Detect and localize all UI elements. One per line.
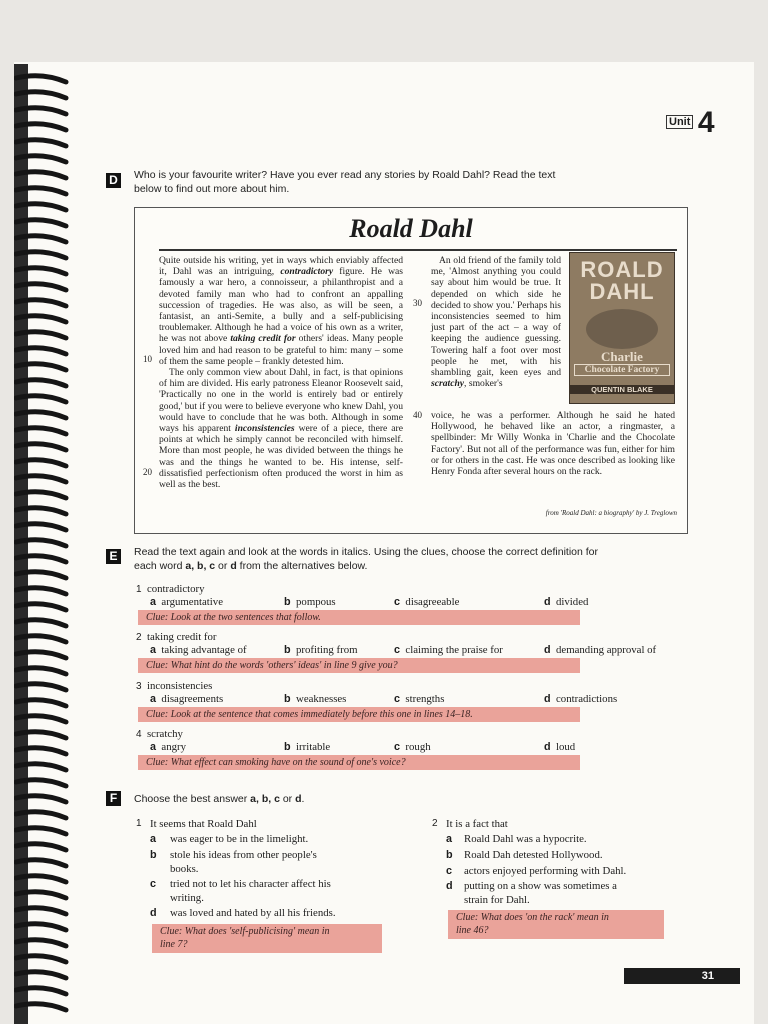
f-q1-stem: It seems that Roald Dahl (150, 818, 257, 830)
option-text: actors enjoyed performing with Dahl. (464, 865, 627, 877)
option-text: was eager to be in the limelight. (170, 833, 309, 845)
option-text: Roald Dah detested Hollywood. (464, 849, 603, 861)
clue-line: Clue: What does 'self-publicising' mean in (160, 926, 330, 937)
option-text: stole his ideas from other people's (170, 849, 317, 861)
f-q1-option-d[interactable] (136, 906, 386, 920)
e-item-3-clue: Clue: Look at the sentence that comes immediately before this one in lines 14–18. (138, 707, 580, 722)
article-left-column (159, 255, 403, 490)
f-q2-option-a[interactable] (432, 832, 682, 846)
option-text: divided (556, 596, 589, 608)
option-letter: a (150, 741, 157, 753)
option-letter: d (544, 693, 551, 705)
e-item-word: contradictory (146, 583, 205, 595)
f-q2-number: 2 (432, 818, 438, 829)
option-text: disagreeable (405, 596, 460, 608)
f-q2-option-d[interactable] (432, 879, 682, 907)
e-item-number: 3 (136, 681, 142, 692)
paragraph-2 (159, 367, 403, 490)
option-text: demanding approval of (556, 644, 657, 656)
italic-word-inconsistencies: inconsistencies (234, 423, 295, 435)
option-letter: a (446, 833, 453, 845)
paragraph-3 (431, 255, 561, 389)
article-right-column-narrow (431, 255, 561, 389)
book-cover-chocolate-factory: Chocolate Factory (574, 364, 670, 376)
option-letter: b (284, 596, 291, 608)
e-item-number: 2 (136, 632, 142, 643)
option-text: argumentative (161, 596, 223, 608)
f-q1-option-c[interactable] (136, 877, 386, 905)
article-title: Roald Dahl (349, 214, 473, 243)
paragraph-1 (159, 255, 403, 367)
book-cover-charlie: Charlie (601, 349, 643, 364)
text-run: each word (134, 560, 186, 572)
text-run: from the alternatives below. (236, 560, 368, 572)
e-item-1-option-b[interactable] (284, 596, 336, 608)
line-number-40: 40 (413, 410, 422, 420)
e-item-2-option-a[interactable] (150, 644, 247, 656)
book-cover-illustration (586, 309, 658, 349)
line-number-20: 20 (143, 467, 152, 477)
option-letter: d (446, 880, 453, 892)
option-letter: c (394, 596, 401, 608)
article-box (134, 207, 688, 534)
section-d-instruction-line1: Who is your favourite writer? Have you ever read any stories by Roald Dahl? Read the text (134, 169, 556, 181)
italic-word-contradictory: contradictory (280, 266, 334, 278)
f-q1-number: 1 (136, 818, 142, 829)
option-text: weaknesses (296, 693, 347, 705)
text-run: Quite outside his writing, yet in ways which enviably affected it, Dahl was an intriguing, (159, 255, 403, 278)
option-text-cont: writing. (170, 892, 204, 904)
f-q1-option-b[interactable] (136, 848, 386, 876)
option-letter: c (394, 741, 401, 753)
section-d-box: D (106, 173, 121, 188)
title-rule (159, 249, 677, 251)
option-text: claiming the praise for (405, 644, 503, 656)
unit-label: Unit (666, 115, 693, 129)
e-item-2-option-b[interactable] (284, 644, 358, 656)
option-text-cont: books. (170, 863, 199, 875)
e-item-1-option-c[interactable] (394, 596, 459, 608)
e-item-number: 4 (136, 729, 142, 740)
text-run: . (301, 793, 305, 805)
option-text: irritable (296, 741, 331, 753)
option-text: was loved and hated by all his friends. (170, 907, 336, 919)
e-item-3-option-d[interactable] (544, 693, 617, 705)
unit-header (666, 106, 715, 139)
option-text: strengths (405, 693, 445, 705)
text-run: were of a piece, there are points at which he simply cannot be reconciled with himself. More than most people, he was divided between the things he was and the things he wanted to be. His intense, self-dissatisfied perfectionism often produced the worst in him as well as the best. (159, 423, 403, 491)
option-text: tried not to let his character affect his (170, 878, 331, 890)
book-cover-title-2: DAHL (589, 279, 655, 304)
text-run-bold: d (295, 793, 302, 805)
option-letter: b (284, 693, 291, 705)
option-text: putting on a show was sometimes a (464, 880, 617, 892)
page-number: 31 (701, 970, 714, 982)
paragraph-3-continued: voice, he was a performer. Although he said he hated Hollywood, he behaved like an actor, a ringmaster, a spellbinder: Mr Willy Wonka in 'Charlie and the Chocolate Factory'. But not all of the performance was fun, either for him or for others in the cast. He was once described as looking like Henry Fonda after several hours on the rack. (431, 410, 675, 478)
option-text: pompous (296, 596, 336, 608)
book-cover-illustrator: QUENTIN BLAKE (570, 385, 674, 394)
e-item-4-option-b[interactable] (284, 741, 330, 753)
text-run-bold: a, b, c (185, 560, 216, 572)
option-letter: d (150, 907, 157, 919)
e-item-3-word (136, 680, 212, 693)
clue-line: line 7? (160, 939, 188, 950)
option-letter: c (394, 693, 401, 705)
option-letter: d (544, 644, 551, 656)
f-q2-stem: It is a fact that (446, 818, 508, 830)
option-letter: a (150, 644, 157, 656)
section-e-instruction-line2 (134, 559, 598, 573)
italic-word-scratchy: scratchy (431, 378, 465, 390)
e-item-3-option-c[interactable] (394, 693, 444, 705)
text-run: figure. He was famously a war hero, a connoisseur, a philanthropist and a devoted family man who had to confront an appalling succession of tragedies. He was also, as will be seen, a fantasist, an anti-Semite, a bully and a self-publicising troublemaker. Although he had a voice of his own as a writer, he was not above (159, 266, 403, 345)
text-run: , smoker's (464, 378, 503, 390)
section-f-box: F (106, 791, 121, 806)
f-question-2 (432, 817, 682, 917)
article-right-column-wide (431, 410, 675, 477)
e-item-word: inconsistencies (146, 680, 213, 692)
page-number-bar (624, 968, 740, 984)
e-item-4-word (136, 728, 183, 741)
option-letter: b (284, 741, 291, 753)
text-run: or (279, 793, 296, 805)
option-text-cont: strain for Dahl. (464, 894, 530, 906)
spiral-binding (14, 64, 70, 1024)
e-item-3-option-a[interactable] (150, 693, 223, 705)
book-cover-image (569, 252, 675, 404)
e-item-number: 1 (136, 584, 142, 595)
option-letter: a (150, 693, 157, 705)
option-letter: c (150, 878, 157, 890)
option-text: angry (161, 741, 187, 753)
option-text: profiting from (296, 644, 358, 656)
option-letter: d (544, 596, 551, 608)
option-text: loud (556, 741, 576, 753)
text-run: An old friend of the family told me, 'Almost anything you could say about him would be true. It depended on which side he decided to show you.' Perhaps his inconsistencies seemed to him just part of the act – a way of keeping the audience guessing. Towering half a foot over most people he met, with his shambling gait, keen eyes and (431, 255, 561, 379)
text-run-bold: d (230, 560, 237, 572)
e-item-1-option-a[interactable] (150, 596, 223, 608)
text-run-bold: a, b, c (250, 793, 280, 805)
line-number-30: 30 (413, 298, 422, 308)
f-q1-clue (152, 924, 382, 953)
section-d-instruction (134, 168, 555, 196)
e-item-2-option-c[interactable] (394, 644, 503, 656)
option-letter: b (446, 849, 453, 861)
e-item-2-word (136, 631, 217, 644)
article-source: from 'Roald Dahl: a biography' by J. Treglown (545, 509, 677, 517)
text-run: others' ideas. Many people loved him and had reason to be grateful to him: many – some of them the same people – frankly detested him. (159, 333, 403, 367)
f-q2-option-b[interactable] (432, 848, 682, 862)
option-text: contradictions (556, 693, 618, 705)
book-cover-title-1: ROALD (580, 257, 664, 282)
f-q2-clue (448, 910, 664, 939)
section-e-box: E (106, 549, 121, 564)
e-item-word: scratchy (146, 728, 183, 740)
section-e-instruction (134, 545, 598, 573)
e-item-3-option-b[interactable] (284, 693, 346, 705)
clue-line: Clue: What does 'on the rack' mean in (456, 912, 609, 923)
section-f-instruction (134, 792, 304, 806)
e-item-2-option-d[interactable] (544, 644, 656, 656)
e-item-1-word (136, 583, 205, 596)
e-item-4-option-c[interactable] (394, 741, 431, 753)
e-item-4-option-d[interactable] (544, 741, 575, 753)
e-item-4-clue: Clue: What effect can smoking have on the sound of one's voice? (138, 755, 580, 770)
option-letter: c (394, 644, 401, 656)
section-e-instruction-line1: Read the text again and look at the words in italics. Using the clues, choose the correct definition for (134, 546, 599, 558)
e-item-4-option-a[interactable] (150, 741, 186, 753)
line-number-10: 10 (143, 354, 152, 364)
italic-word-taking-credit: taking credit for (230, 333, 296, 345)
e-item-word: taking credit for (146, 631, 217, 643)
option-letter: c (446, 865, 453, 877)
text-run: The only common view about Dahl, in fact, is that opinions of him are divided. His early patroness Eleanor Roosevelt said, 'Practically no one in the world is entirely bad or entirely good,' but if you were to believe everyone who knew Dahl, you would have to conclude that he was both. Although in some ways his apparent (159, 367, 403, 435)
e-item-2-clue: Clue: What hint do the words 'others' ideas' in line 9 give you? (138, 658, 580, 673)
clue-line: line 46? (456, 925, 489, 936)
option-text: rough (405, 741, 431, 753)
unit-number: 4 (697, 106, 715, 139)
option-letter: b (150, 849, 157, 861)
text-run: Choose the best answer (134, 793, 251, 805)
option-text: taking advantage of (161, 644, 247, 656)
e-item-1-option-d[interactable] (544, 596, 588, 608)
e-item-1-clue: Clue: Look at the two sentences that follow. (138, 610, 580, 625)
option-letter: d (544, 741, 551, 753)
text-run: or (215, 560, 231, 572)
option-letter: b (284, 644, 291, 656)
f-q2-option-c[interactable] (432, 864, 682, 878)
option-letter: a (150, 596, 157, 608)
option-letter: a (150, 833, 157, 845)
section-d-instruction-line2: below to find out more about him. (134, 183, 290, 195)
option-text: Roald Dahl was a hypocrite. (464, 833, 587, 845)
option-text: disagreements (161, 693, 224, 705)
f-q1-option-a[interactable] (136, 832, 386, 846)
